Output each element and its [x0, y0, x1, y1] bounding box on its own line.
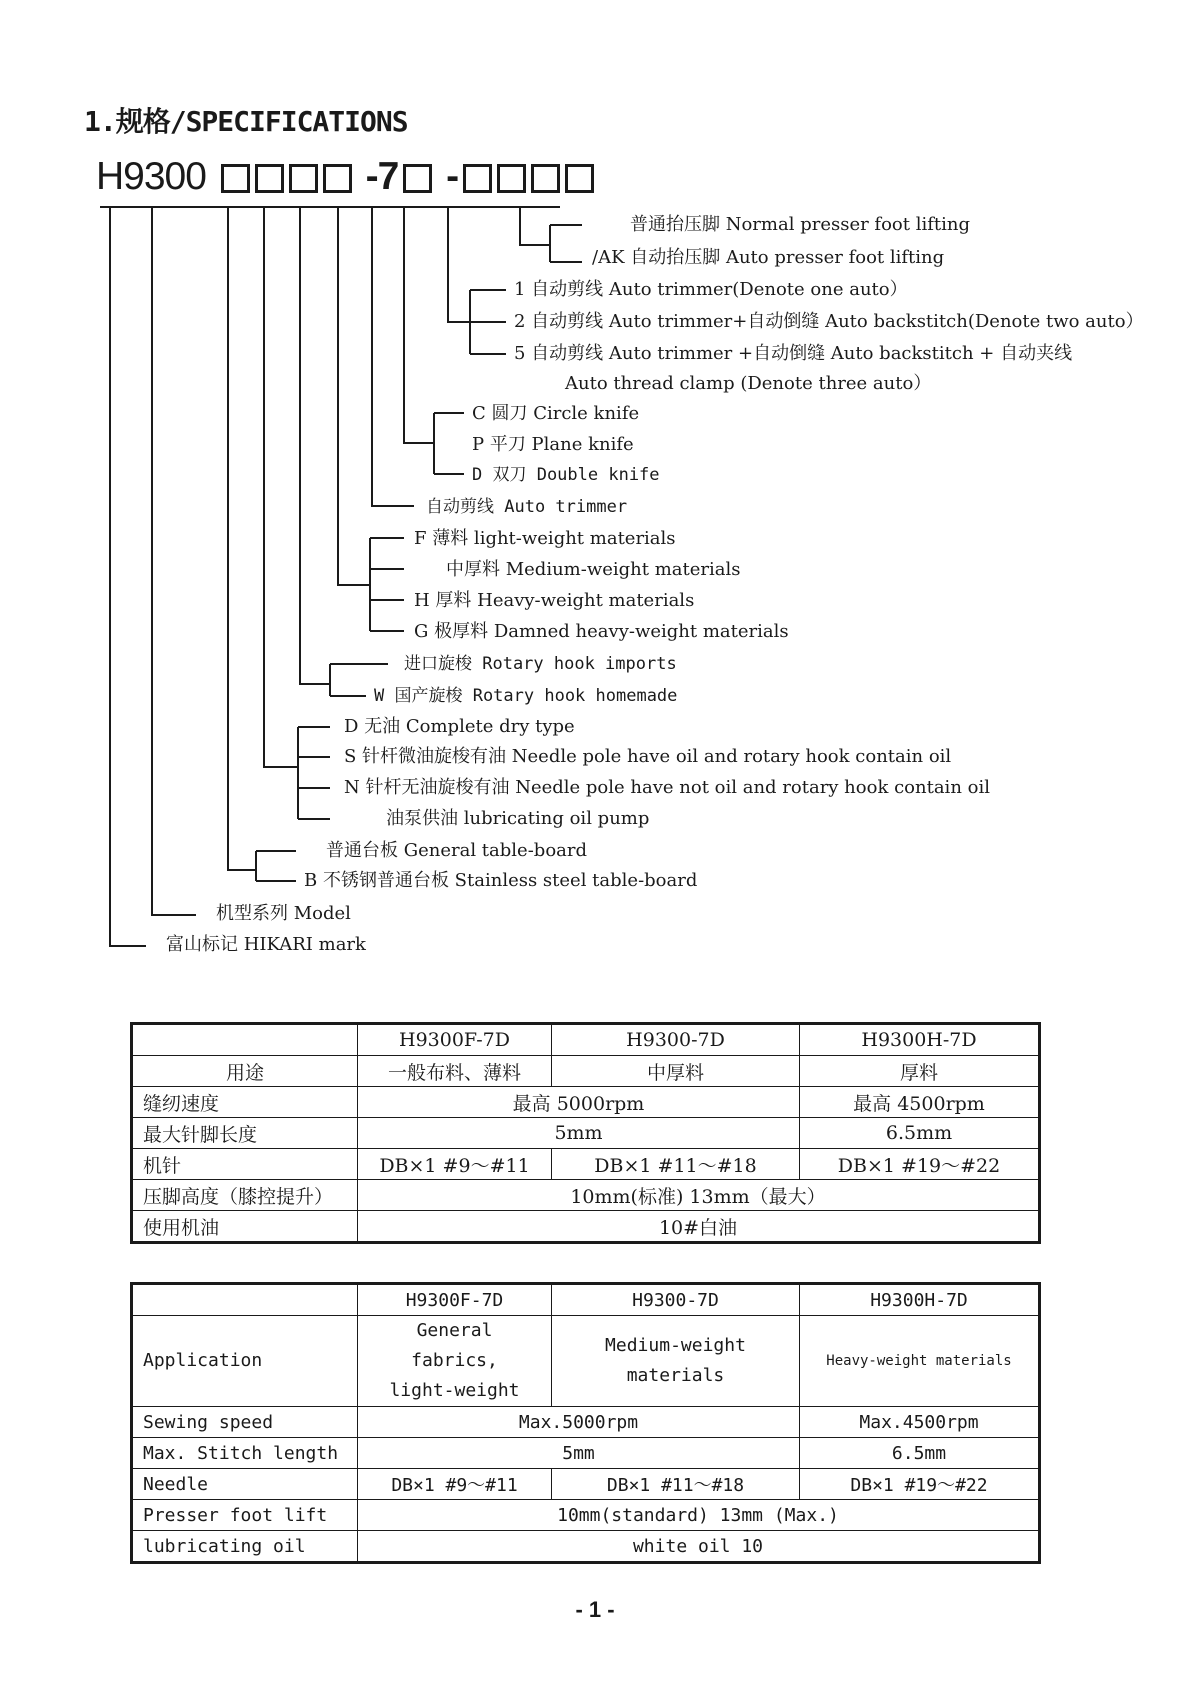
option-table-general: 普通台板 General table-board: [326, 840, 588, 861]
table-row: [132, 1180, 1040, 1211]
table-row: [132, 1316, 1040, 1407]
option-trim-2: 2 自动剪线 Auto trimmer+自动倒缝 Auto backstitch(Denote two auto）: [514, 311, 1144, 332]
spec-table-en: [130, 1282, 1041, 1564]
option-hook-import: 进口旋梭 Rotary hook imports: [404, 654, 677, 674]
model-prefix: H9300: [96, 155, 206, 198]
table-cell: H9300H-7D: [800, 1284, 1040, 1316]
table-cell: General fabrics, light-weight: [358, 1316, 552, 1407]
table-cell: Max. Stitch length: [132, 1438, 358, 1469]
table-row: [132, 1531, 1040, 1563]
table-cell: H9300-7D: [552, 1024, 800, 1056]
table-row: [132, 1438, 1040, 1469]
option-oil-pump: 油泵供油 lubricating oil pump: [386, 808, 650, 829]
table-cell: H9300H-7D: [800, 1024, 1040, 1056]
option-auto-trimmer: 自动剪线 Auto trimmer: [426, 497, 628, 517]
option-knife-c: C 圆刀 Circle knife: [472, 403, 640, 424]
table-cell: 最大针脚长度: [132, 1118, 358, 1149]
table-cell: 最高 5000rpm: [358, 1087, 800, 1118]
table-row: [132, 1211, 1040, 1243]
table-cell: 机针: [132, 1149, 358, 1180]
table-row: [132, 1500, 1040, 1531]
table-cell: Heavy-weight materials: [800, 1316, 1040, 1407]
option-oil-s: S 针杆微油旋梭有油 Needle pole have oil and rotary hook contain oil: [344, 746, 952, 767]
model-mid: -7: [365, 155, 399, 198]
table-cell: Medium-weight materials: [552, 1316, 800, 1407]
option-material-g: G 极厚料 Damned heavy-weight materials: [414, 621, 789, 642]
option-knife-d: D 双刀 Double knife: [472, 465, 660, 485]
table-cell: lubricating oil: [132, 1531, 358, 1563]
table-cell: DB×1 #11～#18: [552, 1149, 800, 1180]
table-cell: 缝纫速度: [132, 1087, 358, 1118]
table-cell: Sewing speed: [132, 1407, 358, 1438]
option-oil-d: D 无油 Complete dry type: [344, 716, 575, 737]
option-material-m: 中厚料 Medium-weight materials: [446, 559, 741, 580]
table-cell: 6.5mm: [800, 1118, 1040, 1149]
option-trim-5-cont: Auto thread clamp (Denote three auto）: [565, 373, 932, 394]
table-cell: 6.5mm: [800, 1438, 1040, 1469]
option-table-b: B 不锈钢普通台板 Stainless steel table-board: [304, 870, 698, 891]
option-foot-auto: /AK 自动抬压脚 Auto presser foot lifting: [592, 247, 945, 268]
table-row: [132, 1407, 1040, 1438]
table-cell: [132, 1024, 358, 1056]
table-cell: 10mm(standard) 13mm (Max.): [358, 1500, 1040, 1531]
table-cell: DB×1 #9～#11: [358, 1469, 552, 1500]
table-cell: DB×1 #19～#22: [800, 1149, 1040, 1180]
table-row: [132, 1469, 1040, 1500]
table-cell: H9300F-7D: [358, 1284, 552, 1316]
model-dash: -: [446, 155, 459, 198]
option-mark: 富山标记 HIKARI mark: [166, 934, 366, 955]
table-row: [132, 1087, 1040, 1118]
table-cell: 压脚高度（膝控提升）: [132, 1180, 358, 1211]
table-cell: H9300-7D: [552, 1284, 800, 1316]
table-cell: 中厚料: [552, 1056, 800, 1087]
table-cell: Application: [132, 1316, 358, 1407]
table-cell: 5mm: [358, 1438, 800, 1469]
table-cell: 10mm(标准) 13mm（最大）: [358, 1180, 1040, 1211]
table-row: [132, 1149, 1040, 1180]
table-row: [132, 1056, 1040, 1087]
table-cell: 一般布料、薄料: [358, 1056, 552, 1087]
table-cell: 用途: [132, 1056, 358, 1087]
option-model-series: 机型系列 Model: [216, 903, 351, 924]
table-row: [132, 1284, 1040, 1316]
table-cell: H9300F-7D: [358, 1024, 552, 1056]
table-cell: DB×1 #19～#22: [800, 1469, 1040, 1500]
option-hook-home: W 国产旋梭 Rotary hook homemade: [374, 686, 678, 706]
option-material-h: H 厚料 Heavy-weight materials: [414, 590, 695, 611]
table-cell: DB×1 #9～#11: [358, 1149, 552, 1180]
option-trim-5: 5 自动剪线 Auto trimmer +自动倒缝 Auto backstitch + 自动夹线: [514, 343, 1073, 364]
option-oil-n: N 针杆无油旋梭有油 Needle pole have not oil and rotary hook contain oil: [344, 777, 990, 798]
page-number: - 1 -: [575, 1597, 615, 1622]
option-knife-p: P 平刀 Plane knife: [472, 434, 634, 455]
table-cell: [132, 1284, 358, 1316]
table-cell: Needle: [132, 1469, 358, 1500]
page-title: 1.规格/SPECIFICATIONS: [84, 105, 408, 138]
table-cell: Presser foot lift: [132, 1500, 358, 1531]
table-cell: DB×1 #11～#18: [552, 1469, 800, 1500]
table-cell: 最高 4500rpm: [800, 1087, 1040, 1118]
table-cell: 厚料: [800, 1056, 1040, 1087]
table-cell: 使用机油: [132, 1211, 358, 1243]
option-trim-1: 1 自动剪线 Auto trimmer(Denote one auto）: [514, 279, 908, 300]
table-cell: Max.4500rpm: [800, 1407, 1040, 1438]
table-cell: 10#白油: [358, 1211, 1040, 1243]
option-foot-normal: 普通抬压脚 Normal presser foot lifting: [630, 214, 970, 235]
table-cell: white oil 10: [358, 1531, 1040, 1563]
spec-table-cn: [130, 1022, 1041, 1244]
table-cell: 5mm: [358, 1118, 800, 1149]
table-cell: Max.5000rpm: [358, 1407, 800, 1438]
table-row: [132, 1024, 1040, 1056]
table-row: [132, 1118, 1040, 1149]
option-material-f: F 薄料 light-weight materials: [414, 528, 676, 549]
